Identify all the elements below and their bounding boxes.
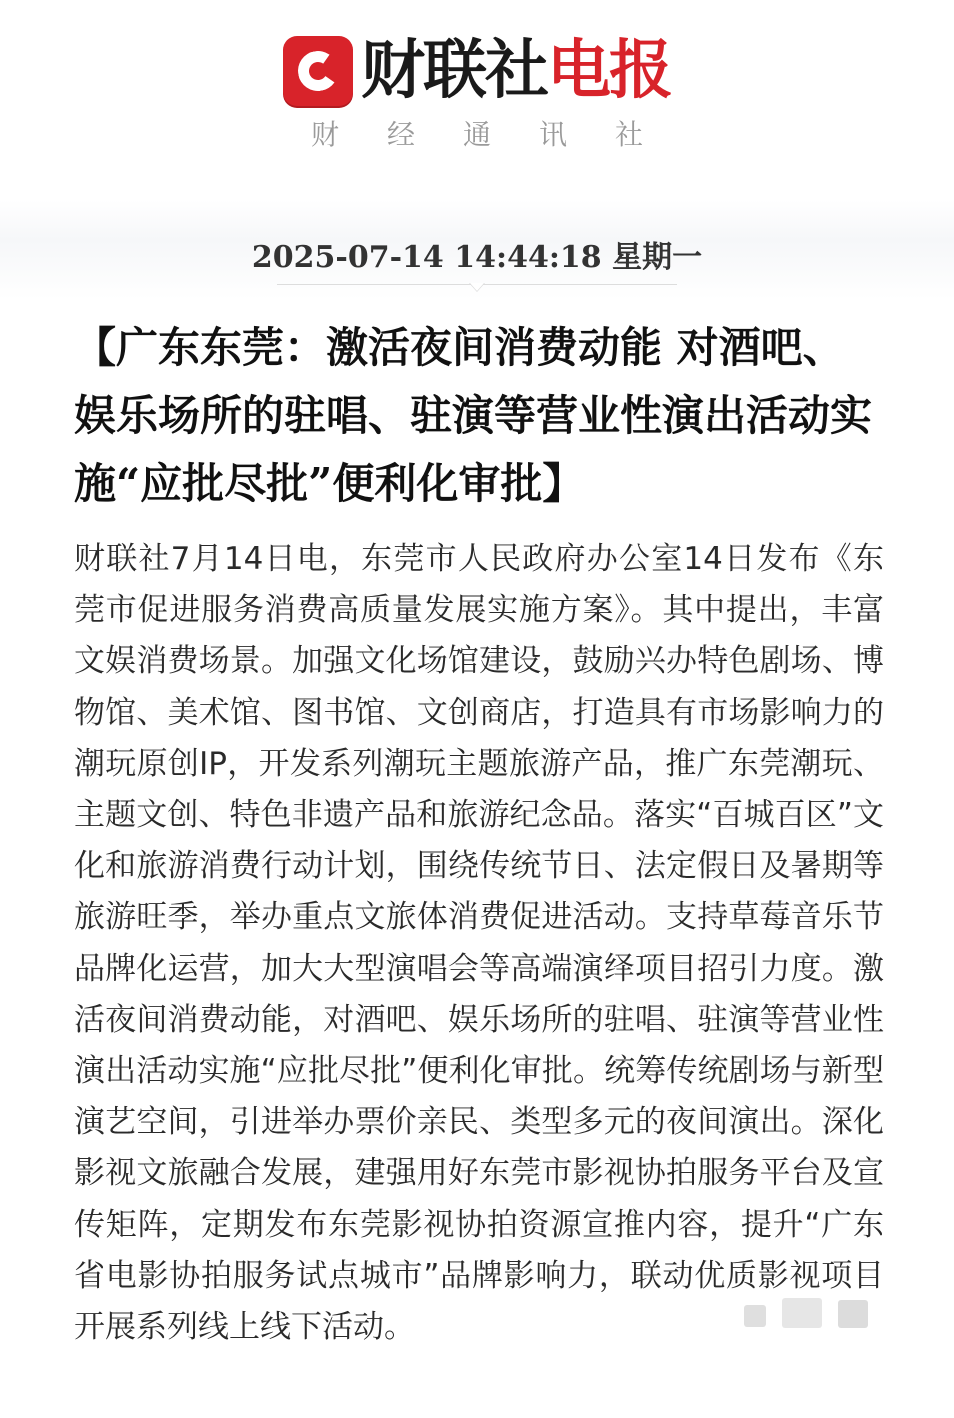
watermark-block bbox=[838, 1300, 868, 1328]
brand-name: 财联社 bbox=[361, 34, 547, 108]
cls-logo-icon bbox=[283, 36, 353, 106]
masthead bbox=[0, 26, 954, 116]
article-body: 财联社7月14日电，东莞市人民政府办公室14日发布《东莞市促进服务消费高质量发展实施方案》。其中提出，丰富文娱消费场景。加强文化场馆建设，鼓励兴办特色剧场、博物馆、美术馆、图书馆、文创商店，打造具有市场影响力的潮玩原创IP，开发系列潮玩主题旅游产品，推广东莞潮玩、主题文创、特色非遗产品和旅游纪念品。落实“百城百区”文化和旅游消费行动计划，围绕传统节日、法定假日及暑期等旅游旺季，举办重点文旅体消费促进活动。支持草莓音乐节品牌化运营，加大大型演唱会等高端演绎项目招引力度。激活夜间消费动能，对酒吧、娱乐场所的驻唱、驻演等营业性演出活动实施“应批尽批”便利化审批。统筹传统剧场与新型演艺空间，引进举办票价亲民、类型多元的夜间演出。深化影视文旅融合发展，建强用好东莞市影视协拍服务平台及宣传矩阵，定期发布东莞影视协拍资源宣推内容，提升“广东省电影协拍服务试点城市”品牌影响力，联动优质影视项目开展系列线上线下活动。 bbox=[74, 541, 884, 1346]
watermark-block bbox=[744, 1305, 766, 1327]
article-timestamp: 2025-07-14 14:44:18 星期一 bbox=[251, 240, 703, 275]
article-headline: 【广东东莞：激活夜间消费动能 对酒吧、娱乐场所的驻唱、驻演等营业性演出活动实施“应批尽批”便利化审批】 bbox=[74, 323, 873, 508]
divider-notch-icon bbox=[469, 284, 485, 300]
logo-c-glyph bbox=[295, 48, 341, 94]
watermark-block bbox=[782, 1298, 822, 1328]
brand-accent: 电报 bbox=[547, 34, 671, 108]
masthead-subtitle: 财经通讯社 bbox=[310, 118, 691, 151]
